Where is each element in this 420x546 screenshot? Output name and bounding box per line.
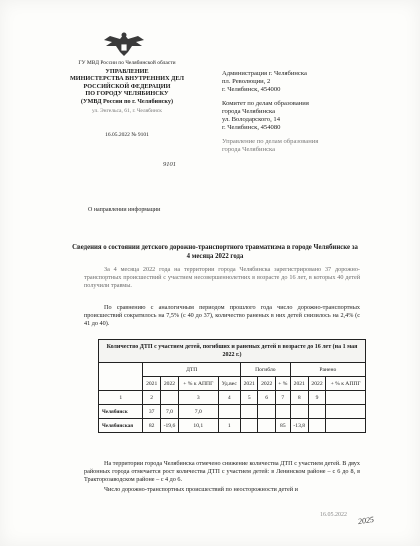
index-cell: 5: [240, 391, 257, 405]
table-cell: [258, 405, 275, 419]
handwritten-signature: 2025: [357, 514, 375, 527]
table-cell: 7,0: [160, 405, 178, 419]
stamp-date: 16.05.2022: [320, 512, 347, 518]
subhead-cell: 2022: [258, 377, 275, 391]
recipient-3-line: Управление по делам образования: [222, 138, 319, 145]
paragraph-1: За 4 месяца 2022 года на территории города Челябинска зарегистрировано 37 дорожно-транспортных происшествий с участием несовершеннолетних в возрасте до 16 лет, в которых 40 детей получили травмы.: [84, 266, 360, 290]
subhead-cell: 2022: [160, 377, 178, 391]
index-cell: 9: [308, 391, 325, 405]
index-cell: 7: [275, 391, 290, 405]
group-header: Погибло: [240, 363, 290, 377]
dept-line-4: ПО ГОРОДУ ЧЕЛЯБИНСКУ: [85, 90, 169, 97]
table-corner-cell: [99, 363, 143, 391]
reference-number: 16.05.2022 № 9101: [105, 131, 149, 138]
recipient-3-line: города Челябинска: [222, 146, 276, 153]
index-cell: 1: [99, 391, 143, 405]
subhead-cell: + %: [275, 377, 290, 391]
dept-line-1: УПРАВЛЕНИЕ: [105, 67, 149, 75]
subhead-cell: + % к АППГ: [179, 377, 219, 391]
paragraph-3: На территории города Челябинска отмечено снижение количества ДТП с участием детей. В двух районных города отмечается рост количества ДТП с участием детей: в Ленинском районе – с 6 до 8, в Тракторозаводском районе – с 4 до 6.: [84, 460, 360, 484]
index-cell: 8: [290, 391, 308, 405]
document-title: Сведения о состоянии детского дорожно-транспортного травматизма в городе Челябинске за 4 месяца 2022 года: [72, 244, 358, 260]
index-cell: [160, 391, 178, 405]
dept-line-2: МИНИСТЕРСТВА ВНУТРЕННИХ ДЕЛ: [69, 75, 185, 82]
index-cell: [326, 391, 366, 405]
recipient-2-line: Комитет по делам образования: [222, 100, 309, 107]
table-cell: 82: [143, 419, 160, 433]
row-label: Челябинская: [99, 419, 143, 433]
table-cell: -19,6: [160, 419, 178, 433]
table-row: [99, 405, 366, 419]
recipient-2-line: г. Челябинск, 454080: [222, 124, 281, 131]
table-cell: -13,8: [290, 419, 308, 433]
statistics-table: [98, 339, 366, 433]
address-line: ул. Энгельса, 61, г. Челябинск: [92, 108, 162, 114]
table-cell: [290, 405, 308, 419]
recipient-1-line: г. Челябинск, 454000: [222, 86, 281, 93]
table-cell: [258, 419, 275, 433]
subhead-cell: 2021: [240, 377, 257, 391]
subhead-cell: 2021: [290, 377, 308, 391]
table-cell: [240, 405, 257, 419]
table-cell: [326, 419, 366, 433]
group-header: ДТП: [143, 363, 241, 377]
index-cell: 6: [258, 391, 275, 405]
table-index-row: [99, 391, 366, 405]
subhead-cell: Уд.вес: [218, 377, 240, 391]
recipient-1-line: пл. Революции, 2: [222, 78, 271, 85]
dept-line-3: РОССИЙСКОЙ ФЕДЕРАЦИИ: [83, 82, 171, 90]
recipient-2: [222, 100, 372, 132]
recipient-2-line: города Челябинска: [222, 108, 276, 115]
recipient-3: [222, 138, 372, 154]
paragraph-2: По сравнению с аналогичным периодом прошлого года число дорожно-транспортных происшествий сократилось на 7,5% (с 40 до 37), количество раненых в них детей снизилось на 2,4% (с 41 до 40).: [84, 304, 360, 328]
table-cell: [275, 405, 290, 419]
table-cell: [308, 419, 325, 433]
recipient-1-line: Администрация г. Челябинска: [222, 70, 307, 77]
table-cell: 10,1: [179, 419, 219, 433]
handwritten-mark: 9101: [163, 161, 176, 168]
table-cell: 7,0: [179, 405, 219, 419]
row-label: Челябинск: [99, 405, 143, 419]
subject-line: О направлении информации: [88, 207, 161, 213]
recipient-1: [222, 70, 372, 94]
group-header: Ранено: [290, 363, 365, 377]
table-cell: [308, 405, 325, 419]
recipients-block: [222, 70, 372, 160]
table-cell: [326, 405, 366, 419]
table-cell: 37: [143, 405, 160, 419]
sender-header: [58, 60, 196, 139]
table-row: [99, 419, 366, 433]
dept-line-5: (УМВД России по г. Челябинску): [80, 97, 174, 105]
index-cell: 2: [143, 391, 160, 405]
subhead-cell: 2022: [308, 377, 325, 391]
table-cell: 85: [275, 419, 290, 433]
subhead-cell: 2021: [143, 377, 160, 391]
table-cell: 1: [218, 419, 240, 433]
index-cell: 3: [179, 391, 219, 405]
index-cell: 4: [218, 391, 240, 405]
subhead-cell: + % к АППГ: [326, 377, 366, 391]
table-cell: [240, 419, 257, 433]
table-cell: [218, 405, 240, 419]
recipient-2-line: ул. Володарского, 14: [222, 116, 280, 123]
org-line: ГУ МВД России по Челябинской области: [78, 60, 176, 66]
table-caption: Количество ДТП с участием детей, погибших и раненых детей в возрасте до 16 лет (на 1 мая 2022 г.): [99, 340, 366, 363]
paragraph-4: Число дорожно-транспортных происшествий по неосторожности детей и: [104, 486, 298, 493]
eagle-emblem-icon: [100, 30, 148, 60]
